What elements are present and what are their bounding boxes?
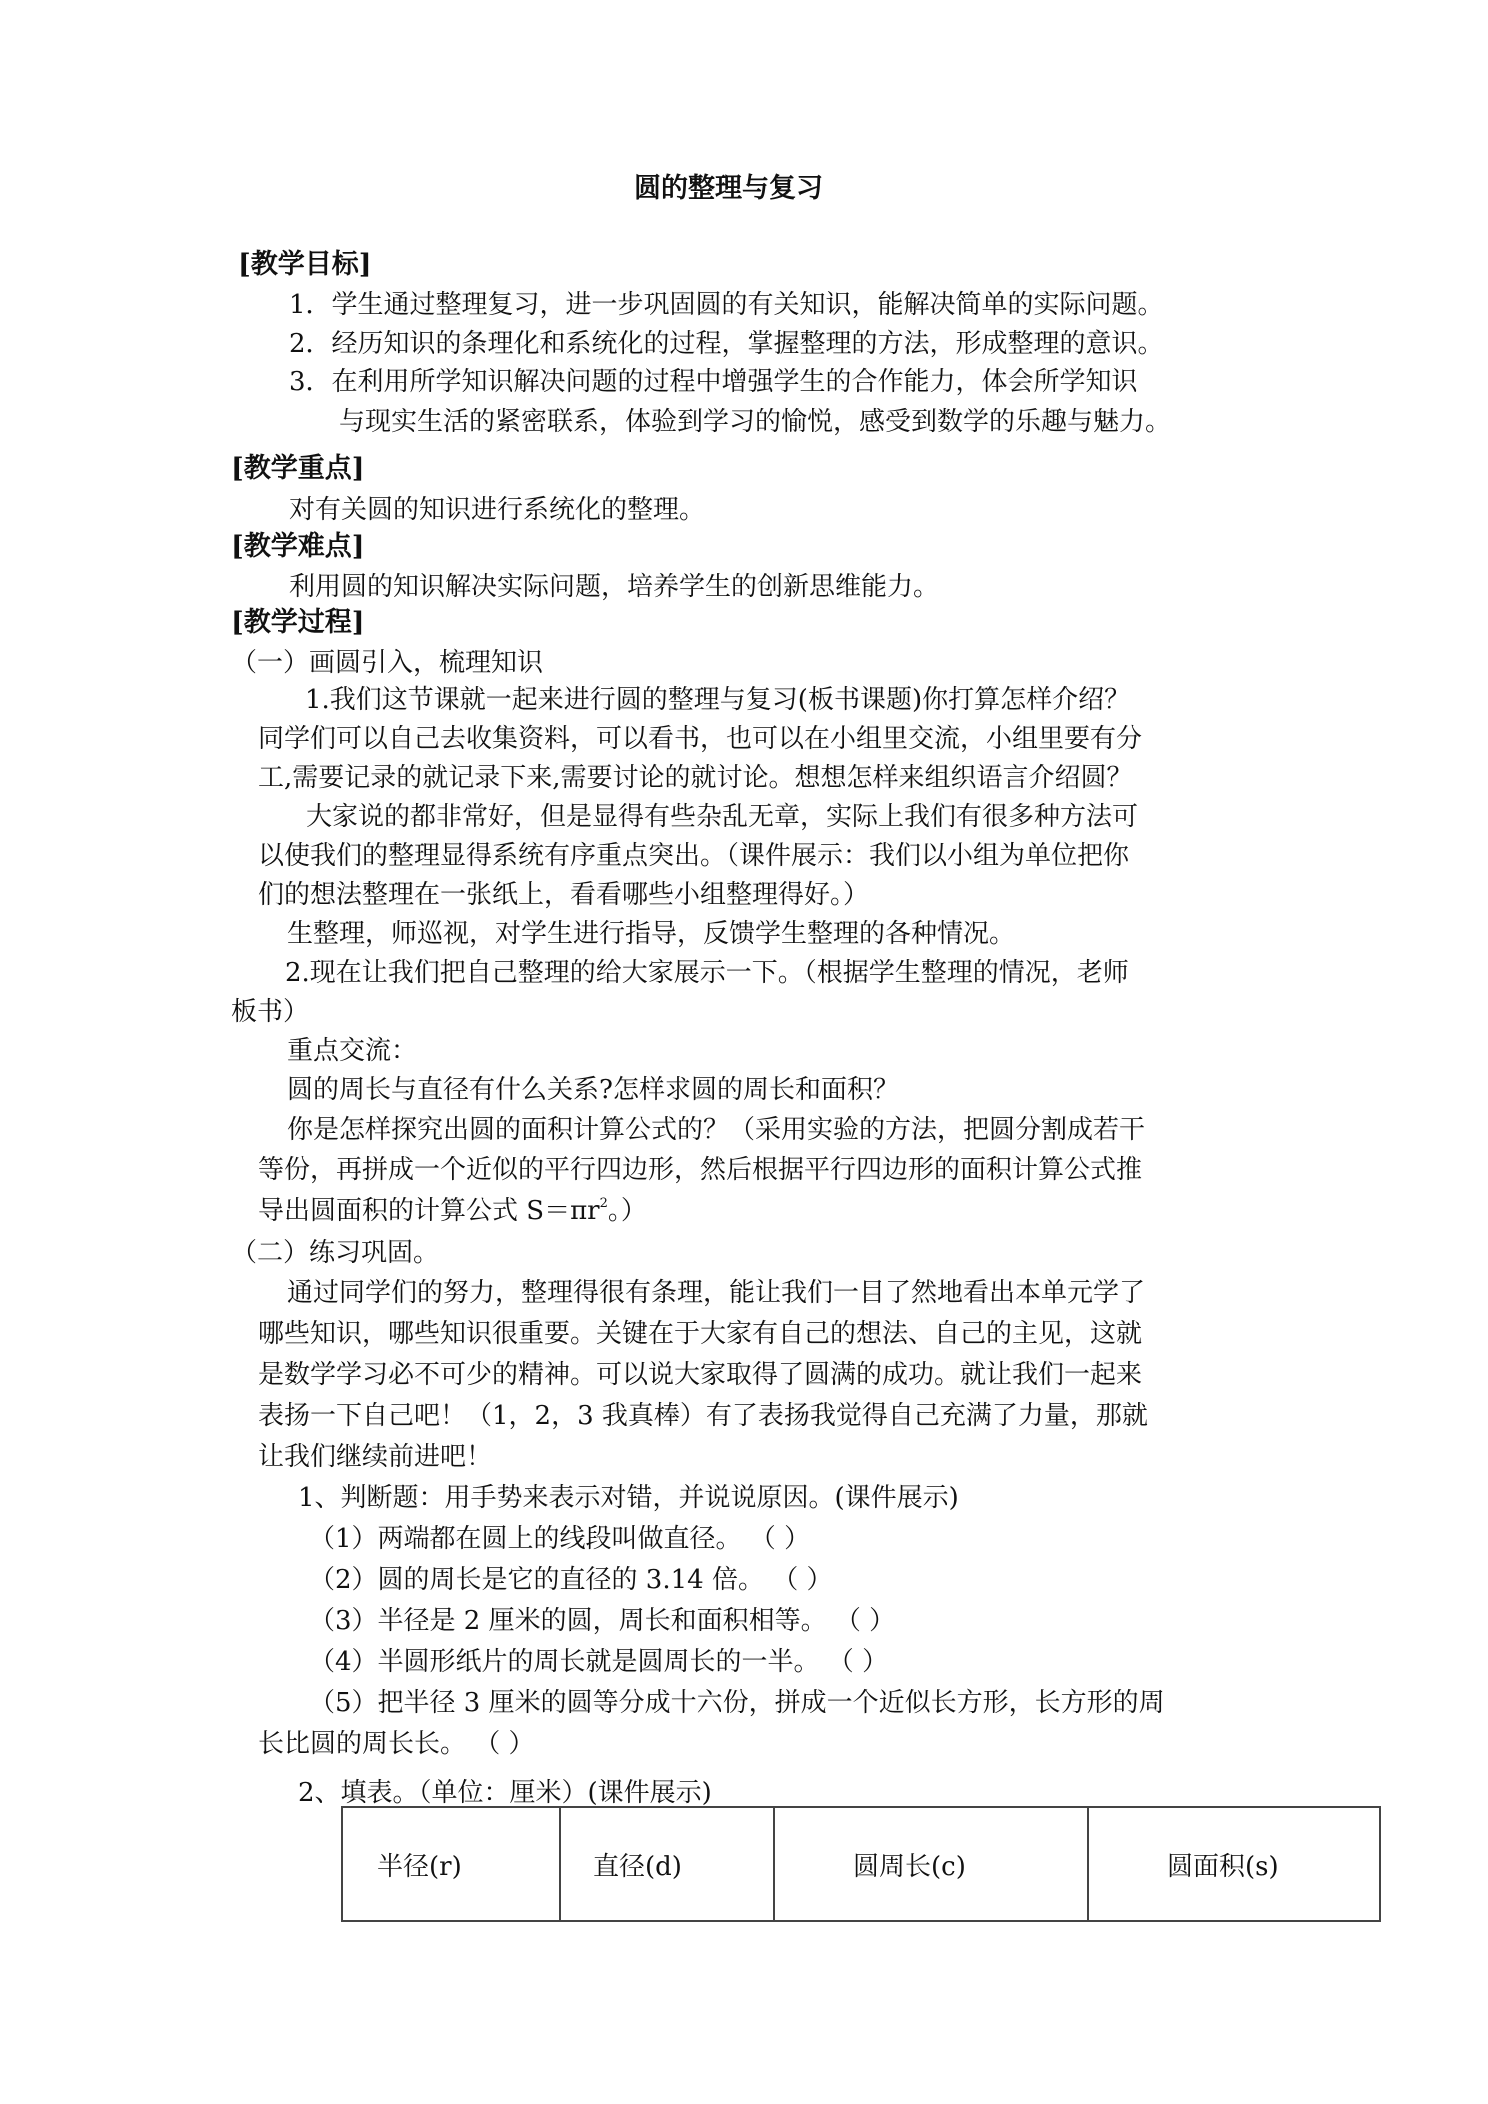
difficulty-text: 利用圆的知识解决实际问题，培养学生的创新思维能力。 [289, 572, 940, 602]
process-line: 重点交流： [287, 1036, 418, 1066]
table-heading: 2、填表。（单位：厘米）(课件展示) [298, 1778, 712, 1808]
process-line: 板书） [231, 997, 310, 1027]
section-1-title: （一）画圆引入，梳理知识 [231, 648, 544, 678]
process-line: 等份，再拼成一个近似的平行四边形，然后根据平行四边形的面积计算公式推 [258, 1155, 1143, 1185]
process-line: 生整理，师巡视，对学生进行指导，反馈学生整理的各种情况。 [287, 919, 1016, 949]
table-header-cell: 圆面积(s) [1088, 1807, 1380, 1921]
process-line: 工,需要记录的就记录下来,需要讨论的就讨论。想想怎样来组织语言介绍圆？ [258, 763, 1133, 793]
judge-item: （3）半径是 2 厘米的圆，周长和面积相等。 （ ） [309, 1606, 896, 1636]
process-line: 同学们可以自己去收集资料，可以看书，也可以在小组里交流，小组里要有分 [258, 724, 1143, 754]
formula-suffix: 。） [607, 1196, 647, 1226]
goals-heading: [教学目标] [238, 249, 372, 280]
table-header-cell: 直径(d) [560, 1807, 774, 1921]
key-point-text: 对有关圆的知识进行系统化的整理。 [289, 495, 706, 525]
key-point-heading: [教学重点] [231, 453, 365, 484]
table-header-cell: 半径(r) [342, 1807, 560, 1921]
formula-line [258, 1194, 647, 1228]
formula-exponent: 2 [599, 1196, 608, 1211]
table-header-cell: 圆周长(c) [774, 1807, 1088, 1921]
section-2-title: （二）练习巩固。 [231, 1238, 440, 1268]
practice-line: 表扬一下自己吧！（1，2，3 我真棒）有了表扬我觉得自己充满了力量，那就 [258, 1401, 1148, 1431]
page-title: 圆的整理与复习 [634, 173, 823, 204]
goal-item-3: 3．在利用所学知识解决问题的过程中增强学生的合作能力，体会所学知识 [289, 367, 1138, 397]
practice-line: 让我们继续前进吧！ [258, 1442, 493, 1472]
judge-item: （1）两端都在圆上的线段叫做直径。 （ ） [309, 1524, 811, 1554]
judge-item: （4）半圆形纸片的周长就是圆周长的一半。 （ ） [309, 1647, 889, 1677]
judge-item: 长比圆的周长长。 （ ） [258, 1729, 535, 1759]
process-line: 大家说的都非常好，但是显得有些杂乱无章，实际上我们有很多种方法可 [306, 802, 1139, 832]
practice-line: 哪些知识，哪些知识很重要。关键在于大家有自己的想法、自己的主见，这就 [258, 1319, 1143, 1349]
process-heading: [教学过程] [231, 607, 365, 638]
practice-line: 是数学学习必不可少的精神。可以说大家取得了圆满的成功。就让我们一起来 [258, 1360, 1143, 1390]
process-line: 1.我们这节课就一起来进行圆的整理与复习(板书课题)你打算怎样介绍？ [305, 685, 1131, 715]
judge-item: （2）圆的周长是它的直径的 3.14 倍。 （ ） [309, 1565, 833, 1595]
process-line: 圆的周长与直径有什么关系?怎样求圆的周长和面积？ [287, 1075, 899, 1105]
goal-item-1: 1．学生通过整理复习，进一步巩固圆的有关知识，能解决简单的实际问题。 [289, 290, 1164, 320]
formula-prefix: 导出圆面积的计算公式 S＝πr [258, 1196, 600, 1226]
judge-item: （5）把半径 3 厘米的圆等分成十六份，拼成一个近似长方形，长方形的周 [309, 1688, 1165, 1718]
process-line: 们的想法整理在一张纸上，看看哪些小组整理得好。） [258, 880, 870, 910]
table-row [342, 1807, 1380, 1921]
process-line: 以使我们的整理显得系统有序重点突出。（课件展示：我们以小组为单位把你 [258, 841, 1130, 871]
fill-table [341, 1806, 1381, 1922]
practice-line: 通过同学们的努力，整理得很有条理，能让我们一目了然地看出本单元学了 [287, 1278, 1146, 1308]
difficulty-heading: [教学难点] [231, 531, 365, 562]
judge-heading: 1、判断题：用手势来表示对错，并说说原因。(课件展示) [298, 1483, 959, 1513]
goal-item-2: 2．经历知识的条理化和系统化的过程，掌握整理的方法，形成整理的意识。 [289, 329, 1164, 359]
goal-item-3-cont: 与现实生活的紧密联系，体验到学习的愉悦，感受到数学的乐趣与魅力。 [339, 407, 1172, 437]
process-line: 你是怎样探究出圆的面积计算公式的？（采用实验的方法，把圆分割成若干 [287, 1115, 1146, 1145]
process-line: 2.现在让我们把自己整理的给大家展示一下。（根据学生整理的情况，老师 [285, 958, 1129, 988]
